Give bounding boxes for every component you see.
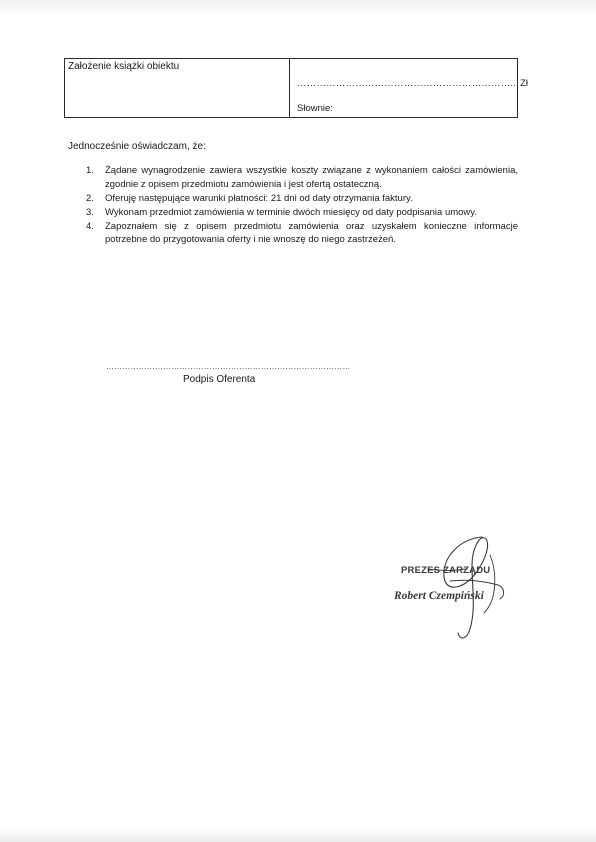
table-divider bbox=[289, 59, 290, 117]
scan-shadow-bottom bbox=[0, 828, 596, 842]
stamp-name: Robert Czempiński bbox=[394, 590, 484, 602]
item-text: Wykonam przedmiot zamówienia w terminie dwóch miesięcy od daty podpisania umowy. bbox=[105, 206, 477, 218]
amount-field bbox=[297, 78, 528, 89]
item-number: 3. bbox=[86, 206, 94, 218]
item-number: 4. bbox=[86, 220, 94, 232]
currency-unit: Zł bbox=[520, 78, 529, 89]
signature-line: ……………………………………………………………………………… bbox=[106, 362, 351, 371]
list-item bbox=[86, 220, 518, 247]
item-label: Założenie książki obiektu bbox=[68, 61, 180, 72]
item-text: Żądane wynagrodzenie zawiera wszystkie koszty związane z wykonaniem całości zamówienia, zgodnie z opisem przedmiotu zamówienia i jest ofertą ostateczną. bbox=[105, 165, 518, 190]
amount-in-words-label: Słownie: bbox=[297, 103, 333, 114]
amount-dots: ………………………………………………………….. bbox=[297, 78, 517, 89]
list-item bbox=[86, 192, 518, 206]
cost-table bbox=[64, 58, 529, 118]
stamp-title: PREZES ZARZĄDU bbox=[401, 565, 491, 576]
item-number: 2. bbox=[86, 192, 94, 204]
item-number: 1. bbox=[86, 165, 94, 176]
list-item bbox=[86, 206, 518, 220]
handwritten-signature bbox=[420, 525, 515, 645]
item-text: Oferuję następujące warunki płatności: 21 dni od daty otrzymania faktury. bbox=[105, 192, 413, 204]
list-item bbox=[86, 164, 518, 191]
item-text: Zapoznałem się z opisem przedmiotu zamówienia oraz uzyskałem konieczne informacje potrzebne do przygotowania oferty i nie wnoszę do niego zastrzeżeń. bbox=[105, 220, 518, 246]
scan-shadow-top bbox=[0, 0, 596, 18]
declaration-list bbox=[86, 164, 518, 248]
signature-caption: Podpis Oferenta bbox=[183, 374, 256, 385]
declaration-intro: Jednocześnie oświadczam, że: bbox=[68, 141, 206, 152]
